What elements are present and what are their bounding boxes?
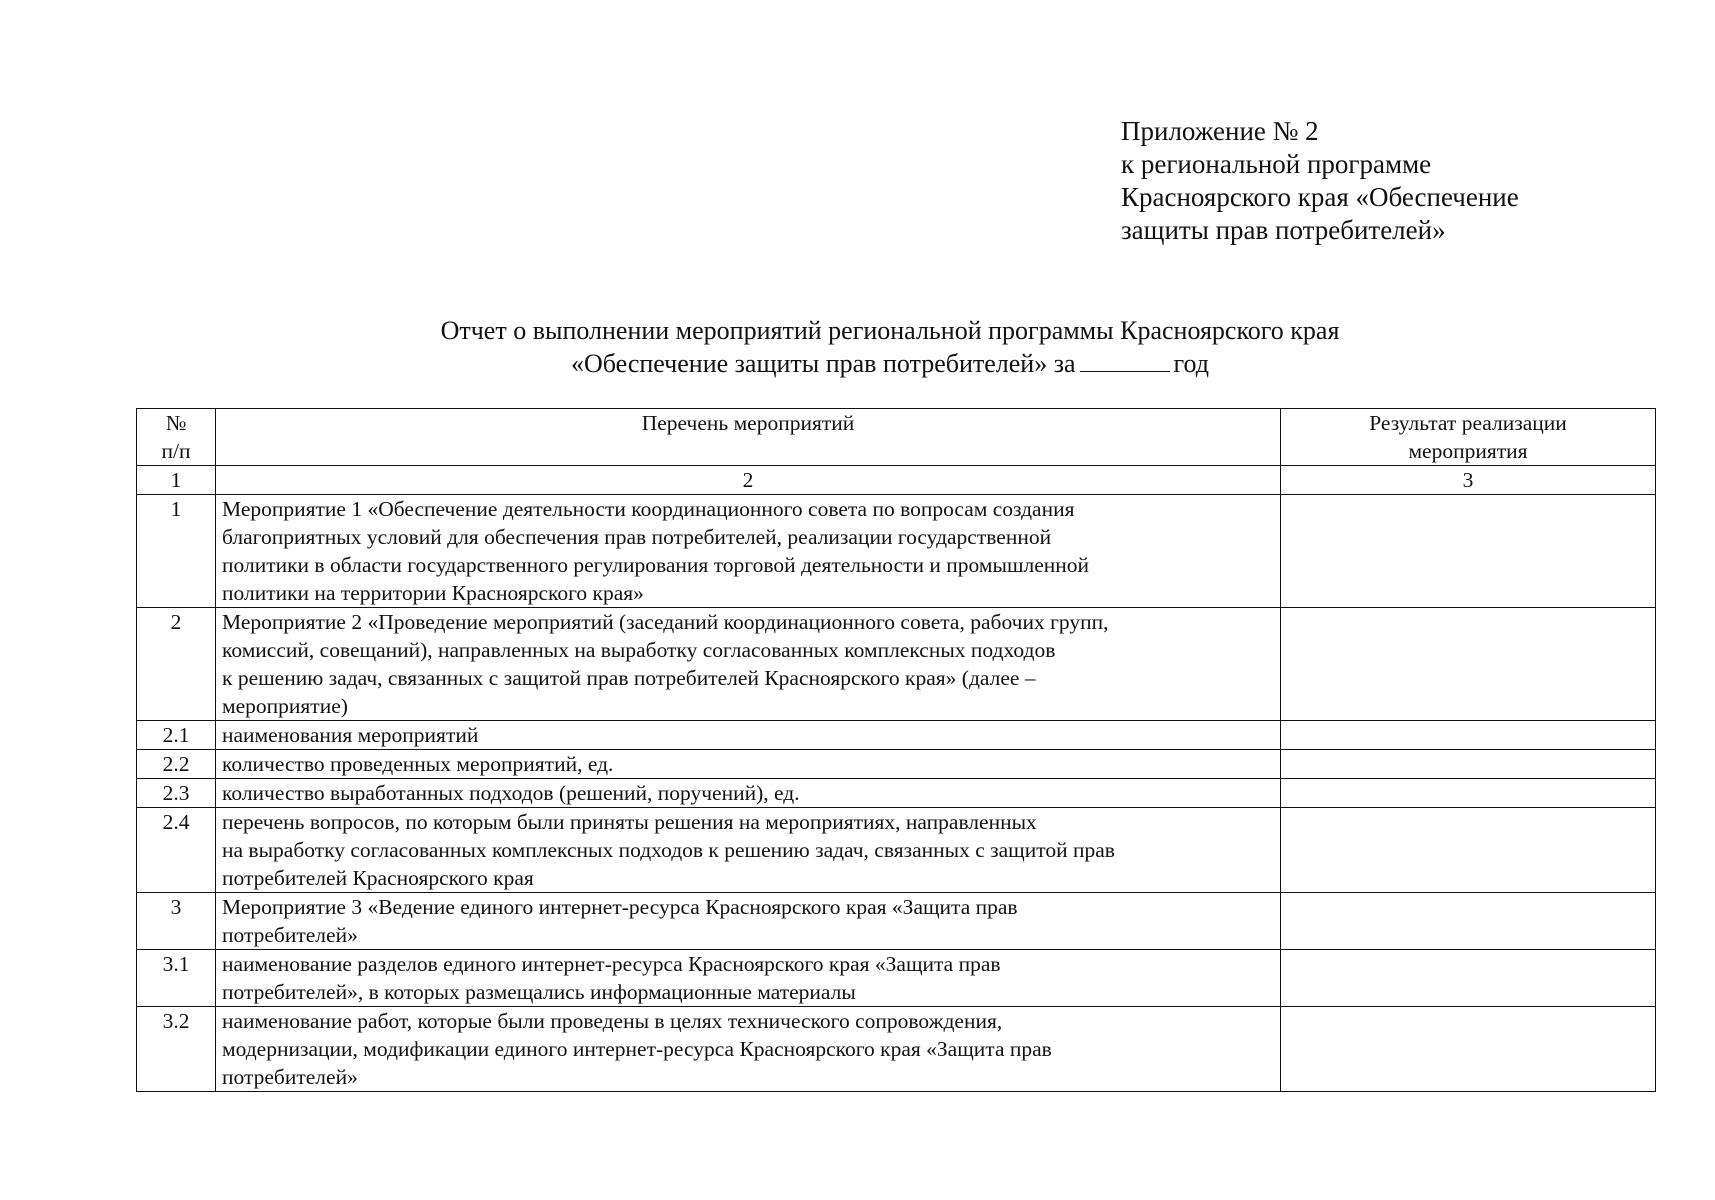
row-activity-line: потребителей» — [222, 1065, 358, 1089]
header-number-sign: № — [165, 411, 187, 435]
header-result-line-2: мероприятия — [1408, 439, 1528, 463]
report-title-line-2 — [0, 347, 1715, 380]
row-activity — [216, 893, 1281, 950]
row-activity — [216, 750, 1281, 779]
row-number: 3.1 — [137, 950, 216, 1007]
table-row — [137, 950, 1656, 1007]
appendix-line: к региональной программе — [1121, 149, 1432, 179]
row-result — [1281, 808, 1656, 893]
row-number: 2.3 — [137, 779, 216, 808]
row-activity — [216, 779, 1281, 808]
row-result — [1281, 750, 1656, 779]
row-activity-line: Мероприятие 2 «Проведение мероприятий (заседаний координационного совета, рабочих групп, — [222, 610, 1109, 634]
row-activity — [216, 1007, 1281, 1092]
header-number — [137, 409, 216, 466]
row-result — [1281, 721, 1656, 750]
row-activity-line: благоприятных условий для обеспечения прав потребителей, реализации государственной — [222, 525, 1052, 549]
table-row — [137, 721, 1656, 750]
report-title-line-1: Отчет о выполнении мероприятий региональной программы Красноярского края — [440, 316, 1340, 345]
row-activity-line: политики в области государственного регулирования торговой деятельности и промышленной — [222, 553, 1090, 577]
row-activity — [216, 495, 1281, 608]
table-header-row — [137, 409, 1656, 466]
appendix-line: защиты прав потребителей» — [1121, 215, 1446, 245]
table-row — [137, 608, 1656, 721]
row-activity — [216, 950, 1281, 1007]
year-blank — [1080, 349, 1170, 372]
row-number: 3.2 — [137, 1007, 216, 1092]
row-activity-line: на выработку согласованных комплексных подходов к решению задач, связанных с защитой прав — [222, 838, 1115, 862]
row-result — [1281, 893, 1656, 950]
report-table — [136, 408, 1656, 1092]
report-title-year-word: год — [1173, 349, 1210, 378]
row-number: 3 — [137, 893, 216, 950]
table-row — [137, 495, 1656, 608]
row-activity-line: наименование работ, которые были проведены в целях технического сопровождения, — [222, 1009, 1003, 1033]
report-title-text: «Обеспечение защиты прав потребителей» за — [570, 349, 1076, 378]
table-row — [137, 1007, 1656, 1092]
row-activity-line: Мероприятие 3 «Ведение единого интернет-ресурса Красноярского края «Защита прав — [222, 895, 1018, 919]
row-activity-line: наименования мероприятий — [222, 723, 479, 747]
report-title — [0, 314, 1715, 380]
header-result-line-1: Результат реализации — [1369, 411, 1567, 435]
appendix-line: Приложение № 2 — [1121, 116, 1319, 146]
row-activity-line: потребителей» — [222, 923, 358, 947]
row-activity-line: Мероприятие 1 «Обеспечение деятельности координационного совета по вопросам создания — [222, 497, 1075, 521]
row-activity-line: модернизации, модификации единого интернет-ресурса Красноярского края «Защита прав — [222, 1037, 1052, 1061]
row-result — [1281, 779, 1656, 808]
row-activity — [216, 721, 1281, 750]
row-activity-line: мероприятие) — [222, 694, 348, 718]
table-body — [137, 466, 1656, 1092]
row-activity — [216, 808, 1281, 893]
column-index: 2 — [216, 466, 1281, 495]
row-activity-line: потребителей Красноярского края — [222, 866, 534, 890]
row-activity-line: количество выработанных подходов (решений, поручений), ед. — [222, 781, 800, 805]
column-index: 3 — [1281, 466, 1656, 495]
row-result — [1281, 1007, 1656, 1092]
row-activity-line: политики на территории Красноярского края» — [222, 581, 644, 605]
row-activity-line: перечень вопросов, по которым были приняты решения на мероприятиях, направленных — [222, 810, 1037, 834]
row-result — [1281, 495, 1656, 608]
appendix-line: Красноярского края «Обеспечение — [1121, 182, 1519, 212]
table-row — [137, 779, 1656, 808]
column-index: 1 — [137, 466, 216, 495]
header-activities: Перечень мероприятий — [216, 409, 1281, 466]
appendix-block — [1121, 115, 1519, 247]
row-number: 1 — [137, 495, 216, 608]
table-row — [137, 808, 1656, 893]
row-number: 2 — [137, 608, 216, 721]
column-index-row — [137, 466, 1656, 495]
row-activity — [216, 608, 1281, 721]
table-row — [137, 750, 1656, 779]
row-activity-line: наименование разделов единого интернет-ресурса Красноярского края «Защита прав — [222, 952, 1001, 976]
header-result — [1281, 409, 1656, 466]
row-number: 2.4 — [137, 808, 216, 893]
row-result — [1281, 608, 1656, 721]
row-number: 2.1 — [137, 721, 216, 750]
row-activity-line: комиссий, совещаний), направленных на выработку согласованных комплексных подходов — [222, 638, 1056, 662]
row-number: 2.2 — [137, 750, 216, 779]
row-activity-line: к решению задач, связанных с защитой прав потребителей Красноярского края» (далее – — [222, 666, 1036, 690]
row-activity-line: потребителей», в которых размещались информационные материалы — [222, 980, 856, 1004]
header-number-abbr: п/п — [161, 439, 191, 463]
table-row — [137, 893, 1656, 950]
row-result — [1281, 950, 1656, 1007]
row-activity-line: количество проведенных мероприятий, ед. — [222, 752, 614, 776]
